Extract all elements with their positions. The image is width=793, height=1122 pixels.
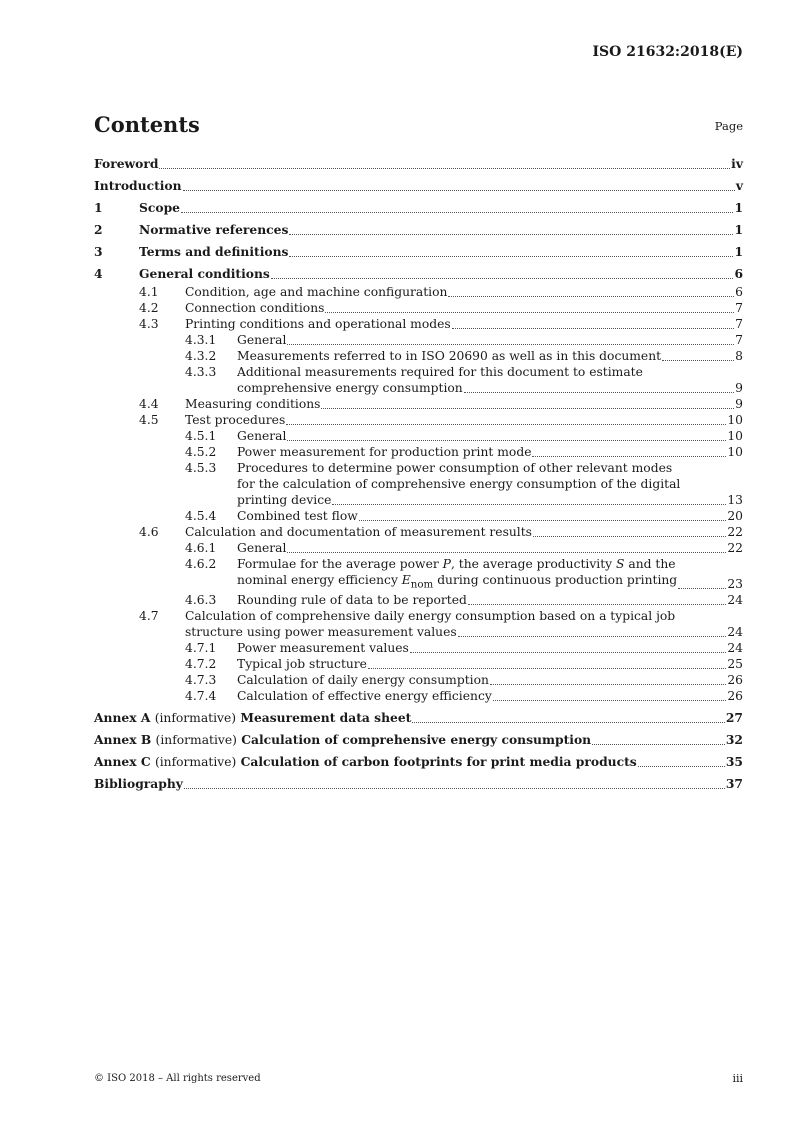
- dot-leader: [448, 296, 734, 297]
- annex-type: (informative): [154, 755, 237, 770]
- toc-entry-number: 4.6.2: [185, 557, 217, 571]
- toc-entry-2[interactable]: [94, 222, 743, 238]
- toc-entry-title: Power measurement values: [237, 641, 409, 656]
- toc-entry-number: 4.3.2: [185, 349, 217, 363]
- annex-type: (informative): [154, 711, 237, 726]
- title-text: nominal energy efficiency: [237, 573, 402, 587]
- toc-entry-title-line: for the calculation of comprehensive energy consumption of the digital: [237, 477, 681, 491]
- toc-entry-4-3[interactable]: [94, 316, 743, 332]
- toc-entry-title: [94, 754, 637, 770]
- dot-leader: [452, 328, 734, 329]
- dot-leader: [359, 520, 727, 521]
- toc-entry-page: 13: [727, 493, 743, 507]
- toc-entry-page: 10: [727, 445, 743, 459]
- annex-title: Calculation of comprehensive energy consumption: [241, 732, 592, 748]
- toc-entry-page: 25: [727, 657, 743, 672]
- toc-entry-number: 4.6: [139, 525, 159, 539]
- toc-entry-page: 24: [727, 641, 743, 656]
- toc-entry-4-7-3[interactable]: [94, 672, 743, 688]
- toc-entry-page: 1: [734, 244, 743, 259]
- toc-entry-4-5[interactable]: [94, 412, 743, 428]
- toc-entry-annex-b[interactable]: [94, 732, 743, 748]
- toc-entry-number: 4.5: [139, 413, 159, 427]
- annex-label: Annex A: [94, 710, 151, 726]
- toc-entry-page: 6: [734, 266, 743, 281]
- document-code: ISO 21632:2018(E): [592, 44, 743, 60]
- toc-entry-number: 4.3.3: [185, 365, 217, 379]
- annex-title: Calculation of carbon footprints for print media products: [240, 754, 637, 770]
- toc-entry-title: Power measurement for production print mode: [237, 445, 532, 459]
- toc-entry-page: 22: [727, 525, 743, 539]
- toc-entry-4-5-2[interactable]: [94, 444, 743, 460]
- toc-entry-page: 26: [727, 689, 743, 704]
- toc-entry-title: Normative references: [139, 222, 289, 237]
- footer-copyright: © ISO 2018 – All rights reserved: [94, 1073, 261, 1084]
- toc-entry-page: 7: [735, 301, 743, 315]
- toc-entry-page: 26: [727, 673, 743, 688]
- toc-entry-4-1[interactable]: [94, 284, 743, 300]
- toc-entry-4-7-1[interactable]: [94, 640, 743, 656]
- toc-entry-page: iv: [731, 156, 743, 171]
- dot-leader: [271, 278, 734, 279]
- toc-entry-4-3-2[interactable]: [94, 348, 743, 364]
- toc-entry-title: Calculation and documentation of measurement results: [185, 525, 532, 539]
- toc-entry-title: Test procedures: [185, 413, 286, 427]
- toc-entry-page: 9: [735, 397, 743, 411]
- dot-leader: [321, 408, 734, 409]
- toc-entry-title: General: [237, 429, 287, 443]
- toc-entry-number: 4.5.2: [185, 445, 217, 459]
- dot-leader: [184, 788, 725, 789]
- toc-entry-page: 7: [735, 317, 743, 331]
- toc-entry-bibliography[interactable]: [94, 776, 743, 792]
- toc-entry-4-2[interactable]: [94, 300, 743, 316]
- toc-entry-4-5-3[interactable]: [94, 460, 743, 508]
- dot-leader: [289, 256, 733, 257]
- toc-entry-number: 4.5.3: [185, 461, 217, 475]
- toc-entry-introduction[interactable]: [94, 178, 743, 194]
- toc-entry-title-line: printing device: [237, 493, 332, 507]
- dot-leader: [287, 552, 726, 553]
- toc-entry-annex-a[interactable]: [94, 710, 743, 726]
- toc-entry-number: 4.7.4: [185, 689, 217, 704]
- symbol-e: E: [401, 573, 411, 587]
- toc-entry-page: 1: [734, 200, 743, 215]
- toc-entry-number: 4.6.1: [185, 541, 217, 555]
- toc-entry-page: 24: [727, 625, 743, 640]
- dot-leader: [592, 744, 725, 745]
- toc-entry-title: General: [237, 541, 287, 555]
- toc-entry-page: 9: [735, 381, 743, 395]
- toc-entry-page: 8: [735, 349, 743, 363]
- toc-entry-foreword[interactable]: [94, 156, 743, 172]
- toc-entry-4-7-2[interactable]: [94, 656, 743, 672]
- toc-entry-title: [94, 710, 411, 726]
- toc-entry-4-5-4[interactable]: [94, 508, 743, 524]
- toc-entry-annex-c[interactable]: [94, 754, 743, 770]
- annex-label: Annex B: [94, 732, 152, 748]
- toc-entry-title: Introduction: [94, 178, 182, 193]
- toc-entry-number: 4.2: [139, 301, 159, 315]
- toc-entry-4-6-3[interactable]: [94, 592, 743, 608]
- dot-leader: [678, 588, 726, 589]
- toc-entry-title: Combined test flow: [237, 509, 358, 523]
- toc-entry-number: 4.7: [139, 609, 159, 624]
- toc-entry-title-line: structure using power measurement values: [185, 625, 457, 640]
- toc-entry-title: Foreword: [94, 156, 159, 171]
- toc-entry-4-7[interactable]: [94, 608, 743, 640]
- toc-entry-title-line: [237, 556, 743, 572]
- toc-entry-title: Bibliography: [94, 776, 183, 792]
- toc-entry-number: 4.1: [139, 285, 159, 299]
- toc-entry-page: 6: [735, 285, 743, 299]
- title-text: and the: [624, 557, 676, 571]
- toc-entry-4-3-3[interactable]: [94, 364, 743, 396]
- toc-entry-number: 4: [94, 266, 103, 281]
- toc-entry-page: 10: [727, 429, 743, 443]
- dot-leader: [533, 536, 726, 537]
- toc-entry-title: Calculation of effective energy efficiency: [237, 689, 492, 704]
- page-column-label: Page: [714, 119, 743, 133]
- toc-entry-page: v: [735, 178, 743, 193]
- toc-entry-number: 3: [94, 244, 103, 259]
- toc-entry-title-line: Calculation of comprehensive daily energy consumption based on a typical job: [185, 609, 676, 624]
- table-of-contents: [94, 156, 743, 794]
- toc-entry-4[interactable]: [94, 266, 743, 282]
- toc-entry-title: Measuring conditions: [185, 397, 321, 411]
- toc-entry-page: 32: [725, 732, 743, 748]
- toc-entry-page: 10: [727, 413, 743, 427]
- toc-entry-number: 4.7.1: [185, 641, 217, 656]
- dot-leader: [464, 392, 734, 393]
- toc-entry-page: 7: [735, 333, 743, 347]
- toc-entry-number: 4.3: [139, 317, 159, 331]
- toc-entry-title-line: Procedures to determine power consumption of other relevant modes: [237, 461, 673, 475]
- toc-entry-title: Calculation of daily energy consumption: [237, 673, 489, 688]
- toc-entry-title-line: [237, 572, 677, 592]
- dot-leader: [468, 604, 726, 605]
- annex-type: (informative): [155, 733, 237, 748]
- annex-title: Measurement data sheet: [240, 710, 412, 726]
- dot-leader: [325, 312, 734, 313]
- dot-leader: [286, 424, 726, 425]
- toc-entry-title: General conditions: [139, 266, 270, 281]
- dot-leader: [490, 684, 726, 685]
- dot-leader: [410, 652, 726, 653]
- dot-leader: [181, 212, 733, 213]
- toc-entry-1[interactable]: [94, 200, 743, 216]
- dot-leader: [183, 190, 735, 191]
- toc-entry-4-5-1[interactable]: [94, 428, 743, 444]
- title-text: , the average productivity: [450, 557, 617, 571]
- toc-entry-page: 22: [727, 541, 743, 555]
- toc-entry-number: 4.4: [139, 397, 159, 411]
- toc-entry-title: Scope: [139, 200, 180, 215]
- toc-entry-title: Condition, age and machine configuration: [185, 285, 448, 299]
- dot-leader: [159, 168, 730, 169]
- toc-entry-page: 24: [727, 593, 743, 608]
- toc-entry-title-line: Additional measurements required for this document to estimate: [237, 365, 643, 379]
- toc-entry-title: Printing conditions and operational modes: [185, 317, 451, 331]
- toc-entry-page: 23: [727, 577, 743, 592]
- dot-leader: [458, 636, 727, 637]
- toc-entry-title: Measurements referred to in ISO 20690 as well as in this document: [237, 349, 662, 363]
- dot-leader: [289, 234, 733, 235]
- toc-entry-number: 4.5.4: [185, 509, 217, 523]
- toc-entry-title-line: comprehensive energy consumption: [237, 381, 463, 395]
- toc-entry-3[interactable]: [94, 244, 743, 260]
- dot-leader: [662, 360, 734, 361]
- toc-entry-title: General: [237, 333, 287, 347]
- title-text: Formulae for the average power: [237, 557, 443, 571]
- toc-entry-number: 4.6.3: [185, 593, 217, 608]
- title-text: during continuous production printing: [433, 573, 678, 587]
- toc-entry-page: 27: [725, 710, 743, 726]
- dot-leader: [332, 504, 726, 505]
- dot-leader: [287, 344, 734, 345]
- toc-entry-page: 37: [725, 776, 743, 792]
- toc-entry-number: 2: [94, 222, 103, 237]
- symbol-s: S: [616, 557, 625, 571]
- toc-entry-page: 20: [727, 509, 743, 523]
- toc-entry-number: 1: [94, 200, 103, 215]
- dot-leader: [638, 766, 725, 767]
- toc-entry-title: Terms and definitions: [139, 244, 289, 259]
- dot-leader: [412, 722, 725, 723]
- toc-entry-number: 4.3.1: [185, 333, 217, 347]
- dot-leader: [368, 668, 726, 669]
- toc-entry-4-6[interactable]: [94, 524, 743, 540]
- toc-entry-number: 4.7.2: [185, 657, 217, 672]
- symbol-p: P: [442, 557, 451, 571]
- toc-entry-4-3-1[interactable]: [94, 332, 743, 348]
- toc-entry-title: Connection conditions: [185, 301, 325, 315]
- dot-leader: [532, 456, 726, 457]
- toc-entry-4-4[interactable]: [94, 396, 743, 412]
- symbol-e-subscript: nom: [410, 578, 434, 591]
- footer-page-number: iii: [732, 1072, 743, 1085]
- toc-entry-page: 1: [734, 222, 743, 237]
- annex-label: Annex C: [94, 754, 151, 770]
- toc-entry-number: 4.7.3: [185, 673, 217, 688]
- contents-title: Contents: [94, 112, 200, 137]
- toc-entry-number: 4.5.1: [185, 429, 217, 443]
- toc-entry-page: 35: [725, 754, 743, 770]
- dot-leader: [493, 700, 727, 701]
- toc-entry-4-7-4[interactable]: [94, 688, 743, 704]
- toc-entry-title: Rounding rule of data to be reported: [237, 593, 467, 608]
- dot-leader: [287, 440, 726, 441]
- toc-entry-4-6-2[interactable]: [94, 556, 743, 592]
- toc-entry-title: [94, 732, 591, 748]
- toc-entry-4-6-1[interactable]: [94, 540, 743, 556]
- toc-entry-title: Typical job structure: [237, 657, 367, 672]
